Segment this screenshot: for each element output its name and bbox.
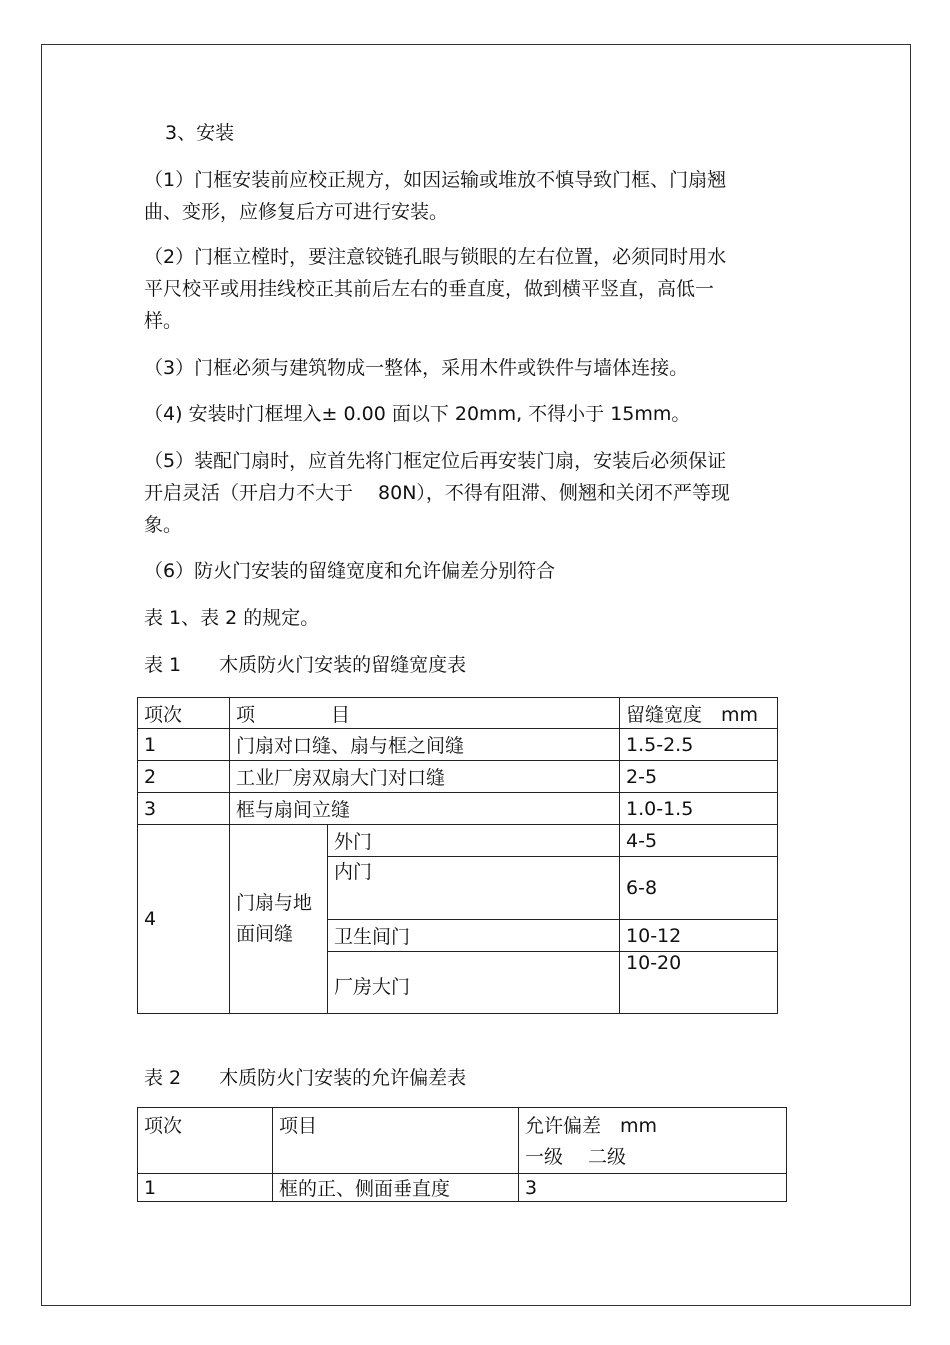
header-cell: 项 目 <box>230 698 620 729</box>
table1-caption: 表 1 木质防火门安装的留缝宽度表 <box>144 654 467 676</box>
paragraph-line: 样。 <box>144 310 183 332</box>
paragraph-1 <box>144 164 834 228</box>
header-cell <box>519 1108 787 1174</box>
row-value: 3 <box>519 1174 787 1202</box>
sub-value: 10-12 <box>620 920 778 952</box>
sub-item: 卫生间门 <box>328 920 620 952</box>
row-number: 1 <box>138 1174 273 1202</box>
row-number: 3 <box>138 793 230 825</box>
table-1 <box>137 697 778 1014</box>
sub-item: 厂房大门 <box>328 952 620 1014</box>
row-number: 4 <box>138 825 230 1014</box>
paragraph-line: 开启灵活（开启力不大于 80N），不得有阻滞、侧翘和关闭不严等现 <box>144 482 730 504</box>
paragraph-line: 平尺校平或用挂线校正其前后左右的垂直度，做到横平竖直，高低一 <box>144 278 715 300</box>
paragraph-4 <box>144 398 834 430</box>
row-item: 门扇对口缝、扇与框之间缝 <box>230 729 620 761</box>
paragraph-line: （4) 安装时门框埋入± 0.00 面以下 20mm, 不得小于 15mm。 <box>144 403 691 425</box>
table-row <box>138 825 778 857</box>
row-number: 2 <box>138 761 230 793</box>
row-value: 1.5-2.5 <box>620 729 778 761</box>
row-value: 2-5 <box>620 761 778 793</box>
header-cell: 项次 <box>138 698 230 729</box>
row-group: 门扇与地面间缝 <box>230 825 328 1014</box>
table-2 <box>137 1107 787 1202</box>
row-value: 1.0-1.5 <box>620 793 778 825</box>
sub-value: 4-5 <box>620 825 778 857</box>
paragraph-line: （3）门框必须与建筑物成一整体，采用木件或铁件与墙体连接。 <box>144 357 689 379</box>
table-row <box>138 793 778 825</box>
sub-item: 内门 <box>328 857 620 920</box>
paragraph-line: 曲、变形，应修复后方可进行安装。 <box>144 201 449 223</box>
table-row <box>138 761 778 793</box>
sub-item: 外门 <box>328 825 620 857</box>
sub-value: 10-20 <box>620 952 778 1014</box>
paragraph-line: （1）门框安装前应校正规方，如因运输或堆放不慎导致门框、门扇翘 <box>144 169 727 191</box>
paragraph-6 <box>144 555 834 587</box>
sub-value: 6-8 <box>620 857 778 920</box>
row-item: 工业厂房双扇大门对口缝 <box>230 761 620 793</box>
paragraph-3 <box>144 352 834 384</box>
paragraph-line: （6）防火门安装的留缝宽度和允许偏差分别符合 <box>144 560 556 582</box>
table-header-row <box>138 698 778 729</box>
header-cell: 项目 <box>273 1108 519 1174</box>
header-line: 允许偏差 mm <box>525 1115 658 1137</box>
paragraph-line: （2）门框立樘时，要注意铰链孔眼与锁眼的左右位置，必须同时用水 <box>144 246 727 268</box>
paragraph-line: 表 1、表 2 的规定。 <box>144 607 320 629</box>
paragraph-line: 象。 <box>144 514 183 536</box>
table2-caption: 表 2 木质防火门安装的允许偏差表 <box>144 1067 467 1089</box>
header-line: 一级 二级 <box>525 1146 627 1168</box>
header-cell: 留缝宽度 mm <box>620 698 778 729</box>
table-row <box>138 1174 787 1202</box>
paragraph-5 <box>144 445 834 541</box>
section-title: 3、安装 <box>165 122 235 144</box>
paragraph-2 <box>144 241 834 337</box>
row-number: 1 <box>138 729 230 761</box>
table-header-row <box>138 1108 787 1174</box>
table-row <box>138 729 778 761</box>
paragraph-7 <box>144 602 834 634</box>
header-cell: 项次 <box>138 1108 273 1174</box>
paragraph-line: （5）装配门扇时，应首先将门框定位后再安装门扇，安装后必须保证 <box>144 450 727 472</box>
row-item: 框与扇间立缝 <box>230 793 620 825</box>
row-item: 框的正、侧面垂直度 <box>273 1174 519 1202</box>
